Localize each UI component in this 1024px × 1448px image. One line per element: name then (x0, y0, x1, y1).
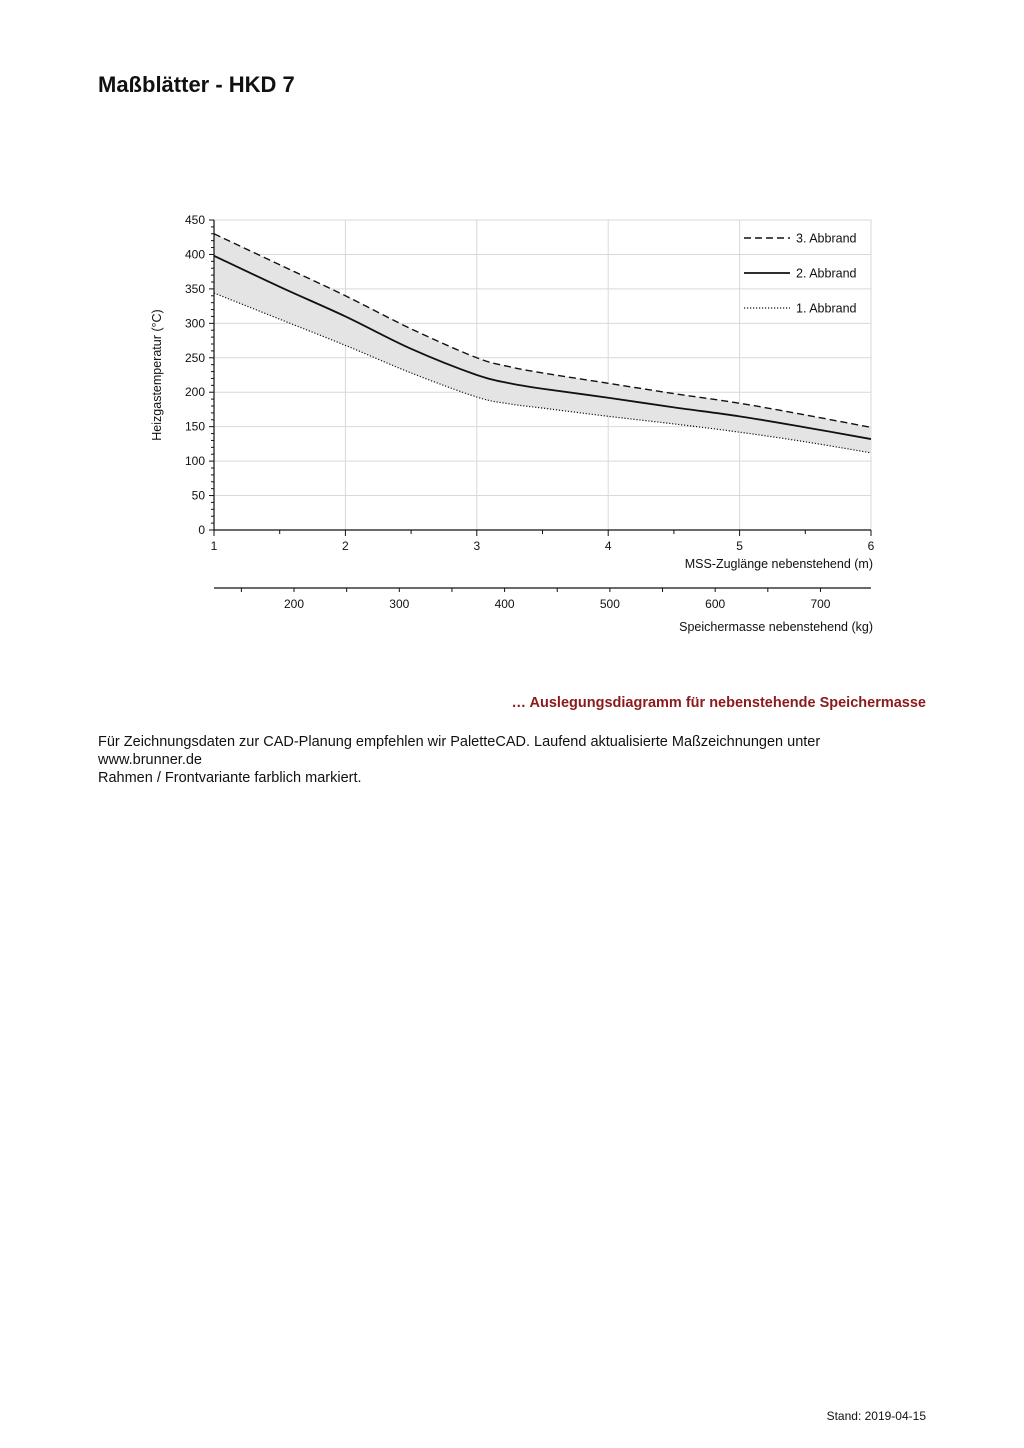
x-tick-label: 3 (473, 539, 481, 553)
y-tick-label: 0 (198, 523, 205, 537)
y-tick-label: 200 (184, 385, 205, 400)
legend-label: 1. Abbrand (796, 301, 857, 316)
x-tick-label: 6 (867, 539, 875, 553)
abbrand-band (214, 231, 871, 453)
legend-label: 3. Abbrand (796, 231, 857, 246)
y-tick-label: 350 (184, 281, 205, 296)
y-tick-label: 300 (184, 316, 205, 331)
x-axis-title: MSS-Zuglänge nebenstehend (m) (684, 557, 873, 571)
heizgas-temperature-chart (0, 0, 1024, 680)
chart-caption: … Auslegungsdiagramm für nebenstehende Speichermasse (511, 695, 926, 711)
x-tick-label: 2 (342, 539, 349, 553)
legend (744, 232, 857, 316)
y-tick-label: 400 (184, 247, 205, 262)
secondary-tick-label: 500 (599, 597, 620, 611)
secondary-tick-label: 200 (284, 597, 305, 611)
footer-date: Stand: 2019-04-15 (826, 1409, 926, 1423)
y-axis-title: Heizgastemperatur (°C) (150, 309, 164, 441)
note-line: www.brunner.de (98, 752, 202, 768)
note-line: Rahmen / Frontvariante farblich markiert. (98, 770, 362, 786)
secondary-tick-label: 700 (810, 597, 831, 611)
y-tick-label: 450 (184, 213, 205, 227)
shaded-band (214, 231, 871, 453)
x-tick-label: 4 (604, 539, 612, 553)
legend-label: 2. Abbrand (796, 266, 857, 281)
y-tick-label: 50 (191, 488, 205, 503)
note-text (98, 733, 898, 787)
y-tick-label: 100 (184, 454, 205, 469)
secondary-axis-title: Speichermasse nebenstehend (kg) (679, 620, 873, 634)
secondary-tick-label: 400 (494, 597, 515, 611)
x-tick-label: 1 (210, 539, 218, 553)
secondary-tick-label: 300 (389, 597, 410, 611)
secondary-tick-label: 600 (705, 597, 726, 611)
y-tick-label: 150 (184, 419, 205, 434)
x-tick-label: 5 (736, 539, 743, 553)
note-line: Für Zeichnungsdaten zur CAD-Planung empfehlen wir PaletteCAD. Laufend aktualisierte Maßzeichnungen unter (98, 734, 821, 750)
y-tick-label: 250 (184, 350, 205, 365)
page-title: Maßblätter - HKD 7 (98, 72, 295, 97)
